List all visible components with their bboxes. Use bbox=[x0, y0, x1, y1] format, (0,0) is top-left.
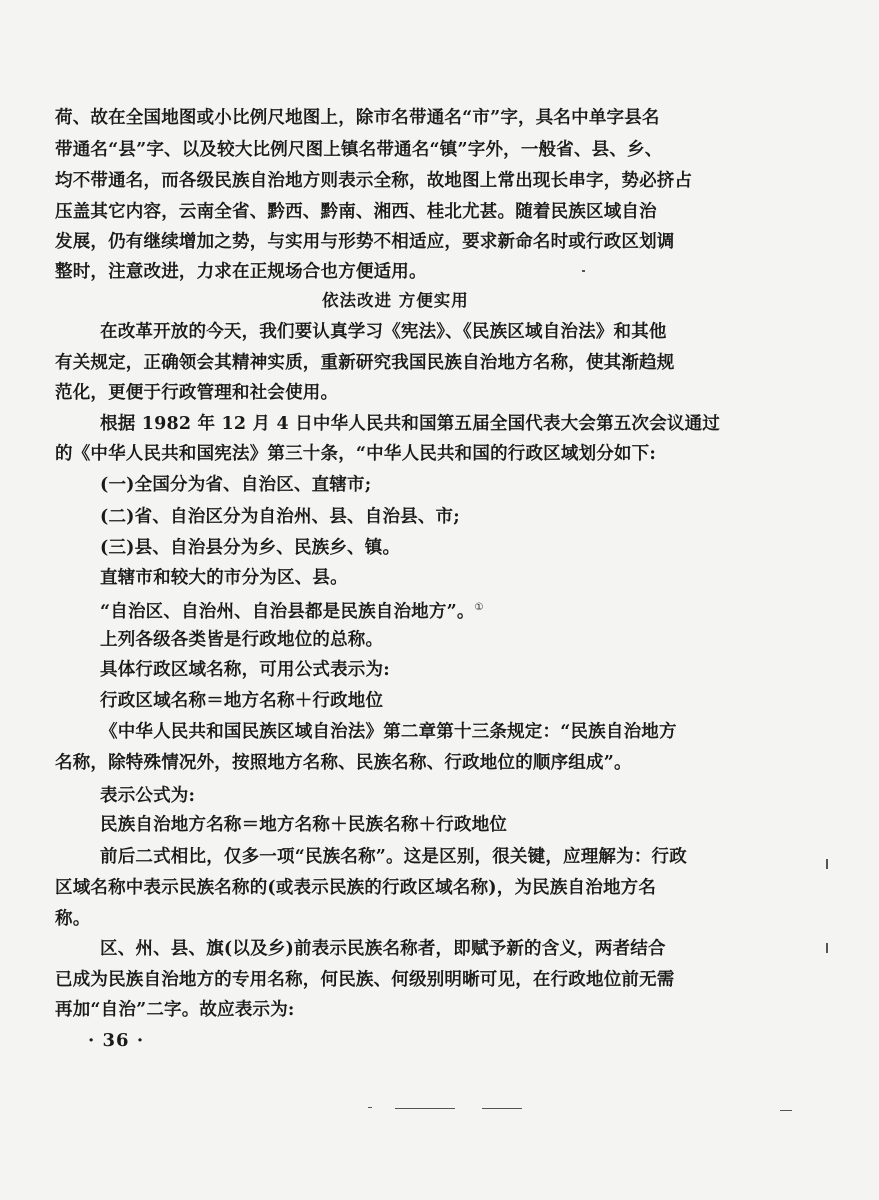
formula-line: 民族自治地方名称＝地方名称＋民族名称＋行政地位 bbox=[100, 815, 508, 835]
page-number: · 36 · bbox=[88, 1030, 145, 1051]
quote-text: “自治区、自治州、自治县都是民族自治地方”。 bbox=[100, 601, 475, 622]
text-line: 《中华人民共和国民族区域自治法》第二章第十三条规定：“民族自治地方 bbox=[100, 722, 677, 742]
scan-speck bbox=[582, 270, 585, 272]
scan-speck bbox=[395, 1108, 455, 1109]
scan-speck bbox=[368, 1107, 372, 1108]
text-line: 压盖其它内容，云南全省、黔西、黔南、湘西、桂北尤甚。随着民族区域自治 bbox=[55, 202, 657, 222]
text-line: 称。 bbox=[55, 909, 91, 929]
scan-speck bbox=[826, 859, 828, 869]
list-item: (三)县、自治县分为乡、民族乡、镇。 bbox=[100, 538, 401, 558]
text-line: 上列各级各类皆是行政地位的总称。 bbox=[100, 630, 384, 650]
text-line: 整时，注意改进，力求在正规场合也方便适用。 bbox=[55, 262, 427, 282]
text-line: 表示公式为: bbox=[100, 786, 196, 806]
list-item: (二)省、自治区分为自治州、县、自治县、市; bbox=[100, 507, 460, 527]
text-line: 荷、故在全国地图或小比例尺地图上，除市名带通名“市”字，具名中单字县名 bbox=[55, 108, 660, 128]
text-line: 发展，仍有继续增加之势，与实用与形势不相适应，要求新命名时或行政区划调 bbox=[55, 232, 675, 252]
scan-speck bbox=[826, 943, 828, 953]
text-line: 具体行政区域名称，可用公式表示为: bbox=[100, 660, 390, 680]
text-line: 再加“自治”二字。故应表示为: bbox=[55, 1000, 295, 1020]
text-line: 的《中华人民共和国宪法》第三十条，“中华人民共和国的行政区域划分如下: bbox=[55, 444, 657, 464]
text-line: 区域名称中表示民族名称的(或表示民族的行政区域名称)，为民族自治地方名 bbox=[55, 878, 657, 898]
text-line: 根据 1982 年 12 月 4 日中华人民共和国第五届全国代表大会第五次会议通过 bbox=[100, 414, 720, 434]
text-line: 前后二式相比，仅多一项“民族名称”。这是区别，很关键，应理解为：行政 bbox=[100, 847, 687, 867]
quote-line bbox=[100, 598, 484, 622]
text-line: 名称，除特殊情况外，按照地方名称、民族名称、行政地位的顺序组成”。 bbox=[55, 753, 632, 773]
text-line: 直辖市和较大的市分为区、县。 bbox=[100, 568, 348, 588]
text-line: 均不带通名，而各级民族自治地方则表示全称，故地图上常出现长串字，势必挤占 bbox=[55, 171, 693, 191]
formula-line: 行政区域名称＝地方名称＋行政地位 bbox=[100, 691, 384, 711]
list-item: (一)全国分为省、自治区、直辖市; bbox=[100, 475, 372, 495]
text-line: 在改革开放的今天，我们要认真学习《宪法》、《民族区域自治法》和其他 bbox=[100, 322, 667, 342]
text-line: 范化，更便于行政管理和社会使用。 bbox=[55, 383, 339, 403]
footnote-mark: ① bbox=[474, 602, 484, 613]
text-line: 有关规定，正确领会其精神实质，重新研究我国民族自治地方名称，使其渐趋规 bbox=[55, 353, 675, 373]
text-line: 区、州、县、旗(以及乡)前表示民族名称者，即赋予新的含义，两者结合 bbox=[100, 939, 666, 959]
scan-speck bbox=[482, 1108, 522, 1109]
text-line: 已成为民族自治地方的专用名称，何民族、何级别明晰可见，在行政地位前无需 bbox=[55, 970, 675, 990]
scan-speck bbox=[780, 1110, 792, 1111]
text-line: 带通名“县”字、以及较大比例尺图上镇名带通名“镇”字外，一般省、县、乡、 bbox=[55, 140, 663, 160]
section-heading: 依法改进 方便实用 bbox=[322, 291, 469, 310]
